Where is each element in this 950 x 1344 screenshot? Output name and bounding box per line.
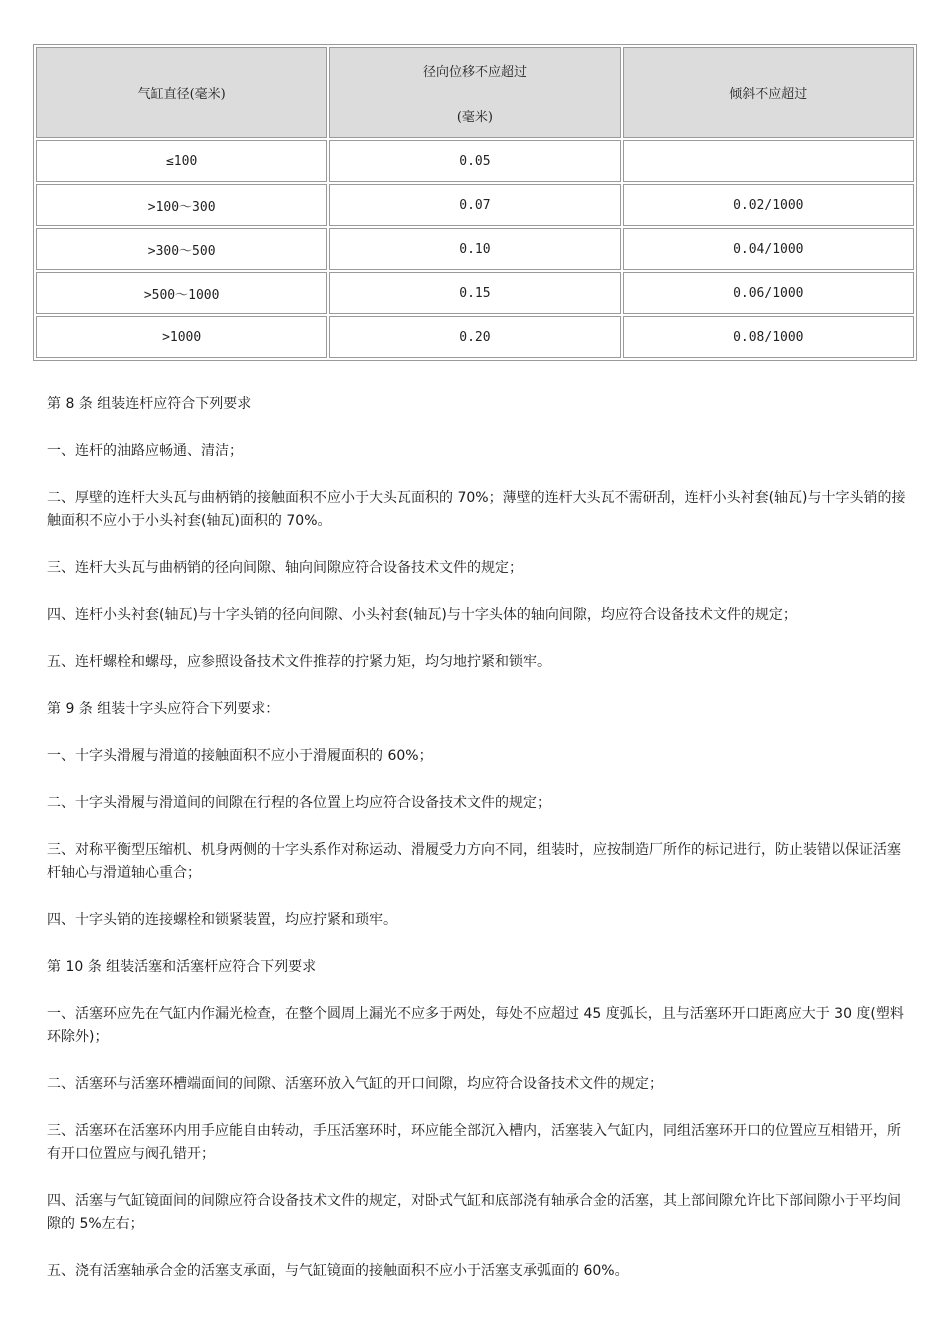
cell-tilt: 0.06/1000 <box>623 272 914 314</box>
article-8-item-5: 五、连杆螺栓和螺母，应参照设备技术文件推荐的拧紧力矩，均匀地拧紧和锁牢。 <box>47 654 551 670</box>
cell-radial: 0.10 <box>329 228 620 270</box>
cell-tilt <box>623 140 914 182</box>
article-9-item-3: 三、对称平衡型压缩机、机身两侧的十字头系作对称运动、滑履受力方向不同，组装时，应按制造厂所作的标记进行，防止装错以保证活塞杆轴心与滑道轴心重合； <box>47 842 901 881</box>
cell-radial: 0.20 <box>329 316 620 358</box>
cell-radial: 0.15 <box>329 272 620 314</box>
article-10-item-3: 三、活塞环在活塞环内用手应能自由转动，手压活塞环时，环应能全部沉入槽内，活塞装入气缸内，同组活塞环开口的位置应互相错开，所有开口位置应与阀孔错开； <box>47 1123 901 1162</box>
cell-tilt: 0.04/1000 <box>623 228 914 270</box>
article-10-item-4: 四、活塞与气缸镜面间的间隙应符合设备技术文件的规定，对卧式气缸和底部浇有轴承合金的活塞，其上部间隙允许比下部间隙小于平均间隙的 5%左右； <box>47 1193 901 1232</box>
cell-radial: 0.07 <box>329 184 620 226</box>
header-radial-unit: (毫米) <box>456 109 494 125</box>
cell-tilt: 0.02/1000 <box>623 184 914 226</box>
article-10-item-1: 一、活塞环应先在气缸内作漏光检查，在整个圆周上漏光不应多于两处，每处不应超过 45 度弧长，且与活塞环开口距离应大于 30 度(塑料环除外)； <box>47 1006 904 1045</box>
cell-diameter: >100～300 <box>36 184 327 226</box>
article-8-heading: 第 8 条 组装连杆应符合下列要求 <box>47 396 252 412</box>
cell-tilt: 0.08/1000 <box>623 316 914 358</box>
cell-diameter: >300～500 <box>36 228 327 270</box>
article-9-heading: 第 9 条 组装十字头应符合下列要求： <box>47 701 280 717</box>
article-8-item-4: 四、连杆小头衬套(轴瓦)与十字头销的径向间隙、小头衬套(轴瓦)与十字头体的轴向间隙，均应符合设备技术文件的规定； <box>47 607 797 623</box>
cell-diameter: ≤100 <box>36 140 327 182</box>
displacement-tolerance-table <box>33 44 917 361</box>
table-header-row <box>36 47 914 138</box>
header-cylinder-diameter: 气缸直径(毫米) <box>36 47 327 138</box>
header-tilt: 倾斜不应超过 <box>623 47 914 138</box>
article-9-item-1: 一、十字头滑履与滑道的接触面积不应小于滑履面积的 60%； <box>47 748 433 764</box>
article-9-item-2: 二、十字头滑履与滑道间的间隙在行程的各位置上均应符合设备技术文件的规定； <box>47 795 551 811</box>
article-10-heading: 第 10 条 组装活塞和活塞杆应符合下列要求 <box>47 959 317 975</box>
article-8-item-3: 三、连杆大头瓦与曲柄销的径向间隙、轴向间隙应符合设备技术文件的规定； <box>47 560 523 576</box>
header-radial-line1: 径向位移不应超过 <box>422 64 527 80</box>
document-body <box>47 388 907 1283</box>
table-row <box>36 228 914 270</box>
article-10-item-5: 五、浇有活塞轴承合金的活塞支承面，与气缸镜面的接触面积不应小于活塞支承弧面的 60%。 <box>47 1263 629 1279</box>
article-8-item-2: 二、厚壁的连杆大头瓦与曲柄销的接触面积不应小于大头瓦面积的 70%；薄壁的连杆大头瓦不需研刮，连杆小头衬套(轴瓦)与十字头销的接触面积不应小于小头衬套(轴瓦)面积的 70%。 <box>47 490 906 529</box>
table-row <box>36 316 914 358</box>
article-8-item-1: 一、连杆的油路应畅通、清洁； <box>47 443 243 459</box>
header-radial-displacement <box>329 47 620 138</box>
article-10-item-2: 二、活塞环与活塞环槽端面间的间隙、活塞环放入气缸的开口间隙，均应符合设备技术文件的规定； <box>47 1076 663 1092</box>
cell-radial: 0.05 <box>329 140 620 182</box>
table-row <box>36 272 914 314</box>
article-9-item-4: 四、十字头销的连接螺栓和锁紧装置，均应拧紧和琐牢。 <box>47 912 397 928</box>
table-row <box>36 140 914 182</box>
table-row <box>36 184 914 226</box>
cell-diameter: >1000 <box>36 316 327 358</box>
cell-diameter: >500～1000 <box>36 272 327 314</box>
